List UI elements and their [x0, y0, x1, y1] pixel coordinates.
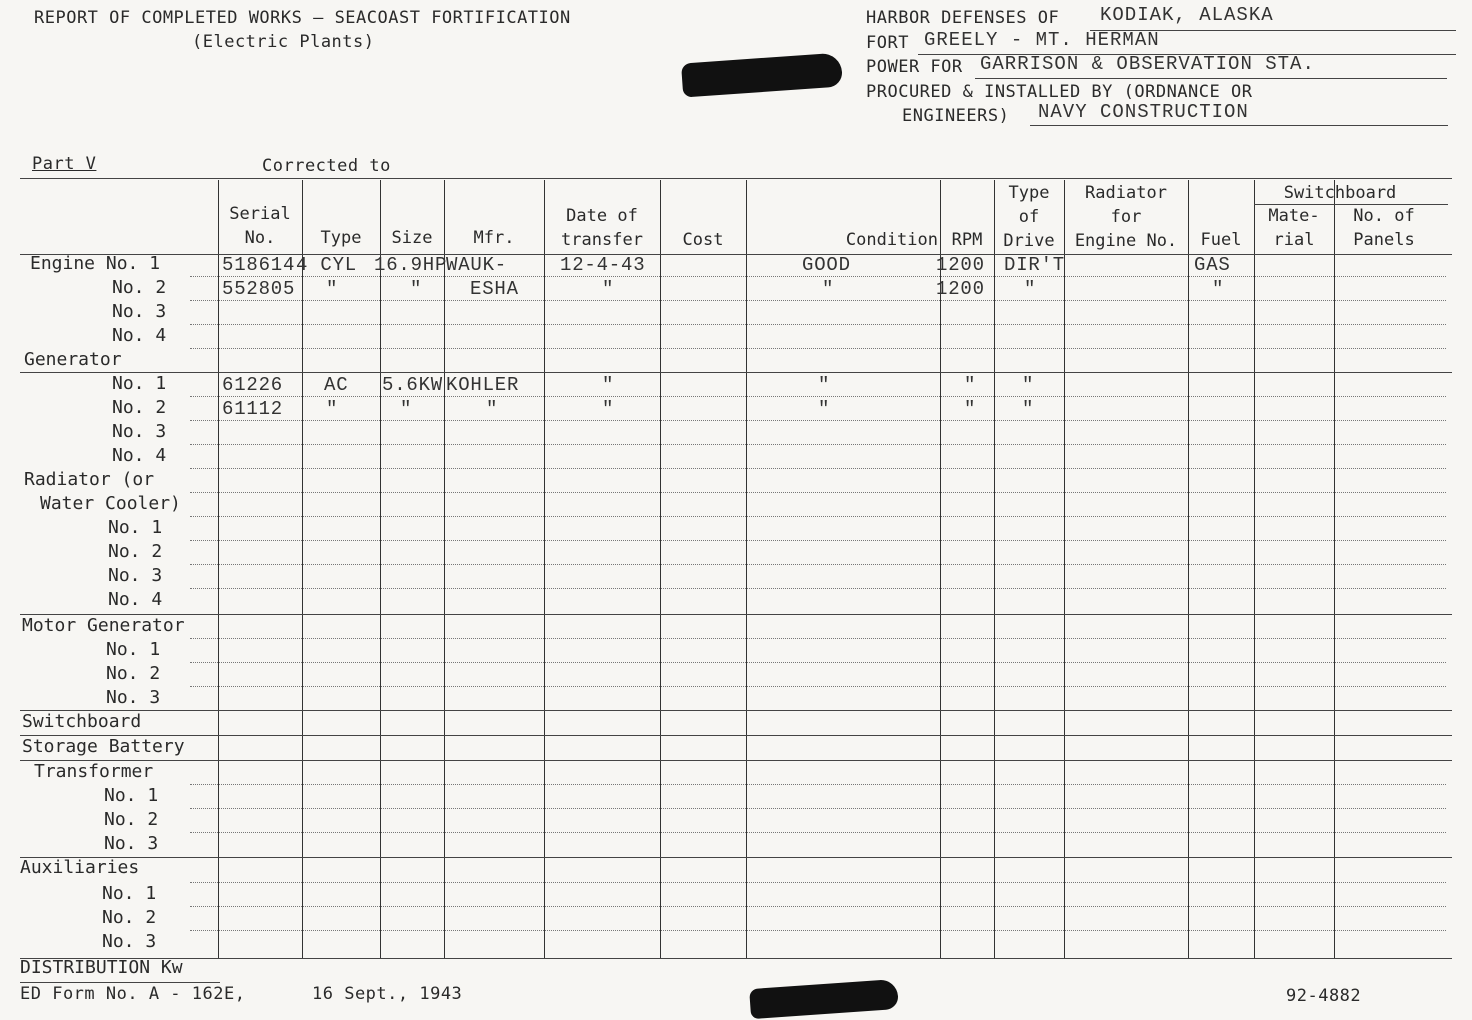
- corrected-label: Corrected to: [262, 156, 391, 176]
- row-label: Engine No. 1: [30, 253, 161, 274]
- col-line-type: [302, 180, 303, 958]
- row-label: No. 3: [102, 931, 157, 952]
- eng1-drive: DIR'T: [1004, 254, 1066, 276]
- gen1-rpm: ": [964, 374, 977, 396]
- report-title: REPORT OF COMPLETED WORKS — SEACOAST FORTIFICATION: [34, 8, 571, 28]
- part-label: Part V: [32, 154, 97, 174]
- row-label: No. 1: [106, 639, 161, 660]
- redaction-mark-top: [681, 52, 843, 97]
- gen2-type: ": [326, 398, 339, 420]
- gen1-condition: ": [818, 374, 831, 396]
- row-label: No. 2: [102, 907, 157, 928]
- col-header-fuel: Fuel: [1200, 230, 1242, 250]
- col-header-serial: Serial No.: [229, 204, 291, 248]
- gen2-condition: ": [818, 398, 831, 420]
- col-header-panels: No. of Panels: [1353, 206, 1415, 250]
- distribution-underline: [20, 982, 220, 983]
- row-label: No. 4: [112, 445, 167, 466]
- col-header-size: Size: [391, 228, 433, 248]
- row-label: No. 1: [102, 883, 157, 904]
- fort-value: GREELY - MT. HERMAN: [924, 29, 1160, 51]
- eng2-fuel: ": [1212, 278, 1225, 300]
- gen2-mfr: ": [486, 398, 499, 420]
- gen1-mfr: KOHLER: [446, 374, 520, 396]
- row-label: No. 4: [108, 589, 163, 610]
- row-label: No. 2: [112, 277, 167, 298]
- fort-label: FORT: [866, 33, 909, 53]
- col-line-drive: [994, 180, 995, 958]
- row-label: No. 3: [106, 687, 161, 708]
- row-label: Radiator (or: [24, 469, 155, 490]
- gen2-serial: 61112: [222, 398, 284, 420]
- col-line-serial: [218, 180, 219, 958]
- document-number: 92-4882: [1286, 986, 1362, 1006]
- row-label: No. 4: [112, 325, 167, 346]
- procured-label-1: PROCURED & INSTALLED BY (ORDNANCE OR: [866, 82, 1253, 102]
- eng2-drive: ": [1024, 278, 1037, 300]
- row-label: Motor Generator: [22, 615, 185, 636]
- col-line-mfr: [444, 180, 445, 958]
- gen1-date: ": [602, 374, 615, 396]
- eng2-condition: ": [822, 278, 835, 300]
- row-label: Auxiliaries: [20, 857, 140, 878]
- power-underline: [975, 78, 1447, 79]
- form-number: ED Form No. A - 162E,: [20, 984, 246, 1004]
- eng2-serial: 552805: [222, 278, 296, 300]
- col-line-condition: [746, 180, 747, 958]
- col-line-panels: [1334, 180, 1335, 958]
- row-label: No. 3: [112, 421, 167, 442]
- table-top-rule: [20, 178, 1452, 179]
- gen1-drive: ": [1022, 374, 1035, 396]
- form-date: 16 Sept., 1943: [312, 984, 463, 1004]
- gen2-size: ": [400, 398, 413, 420]
- eng2-mfr: ESHA: [470, 278, 519, 300]
- eng2-date: ": [602, 278, 615, 300]
- col-line-size: [380, 180, 381, 958]
- col-header-date: Date of transfer: [561, 206, 643, 250]
- row-label: Generator: [24, 349, 122, 370]
- col-line-material: [1254, 180, 1255, 958]
- row-label: No. 1: [112, 373, 167, 394]
- row-label: No. 1: [104, 785, 159, 806]
- gen2-rpm: ": [964, 398, 977, 420]
- col-line-fuel: [1188, 180, 1189, 958]
- col-line-date: [544, 180, 545, 958]
- eng2-rpm: 1200: [936, 278, 985, 300]
- col-header-mfr: Mfr.: [473, 228, 515, 248]
- row-label: Transformer: [34, 761, 154, 782]
- col-line-cost: [660, 180, 661, 958]
- eng1-date: 12-4-43: [560, 254, 646, 276]
- col-line-radiator: [1064, 180, 1065, 958]
- gen2-drive: ": [1022, 398, 1035, 420]
- row-label: No. 3: [112, 301, 167, 322]
- distribution-label: DISTRIBUTION Kw: [20, 957, 183, 978]
- eng1-mfr: WAUK-: [446, 254, 508, 276]
- harbor-value: KODIAK, ALASKA: [1100, 4, 1274, 26]
- col-header-rpm: RPM: [951, 230, 983, 250]
- row-label: Storage Battery: [22, 736, 185, 757]
- eng2-type: ": [326, 278, 339, 300]
- eng2-size: ": [410, 278, 423, 300]
- col-header-material: Mate- rial: [1268, 206, 1320, 250]
- procured-underline: [1030, 125, 1448, 126]
- col-header-switchboard: Switchboard: [1283, 183, 1397, 203]
- gen2-date: ": [602, 398, 615, 420]
- gen1-type: AC: [324, 374, 349, 396]
- eng1-rpm: 1200: [936, 254, 985, 276]
- col-header-type: Type: [320, 228, 362, 248]
- col-header-radiator: Radiator for Engine No.: [1074, 183, 1178, 251]
- row-label: No. 3: [104, 833, 159, 854]
- row-label: No. 2: [108, 541, 163, 562]
- report-subtitle: (Electric Plants): [192, 32, 375, 52]
- gen1-size: 5.6KW: [382, 374, 444, 396]
- eng1-serial: 518614: [222, 254, 296, 276]
- row-label: No. 2: [104, 809, 159, 830]
- eng1-fuel: GAS: [1194, 254, 1231, 276]
- row-label: No. 2: [112, 397, 167, 418]
- eng1-size: 16.9HP: [374, 254, 448, 276]
- gen1-serial: 61226: [222, 374, 284, 396]
- harbor-label: HARBOR DEFENSES OF: [866, 8, 1060, 28]
- col-header-condition: Condition: [845, 230, 938, 250]
- procured-label-2: ENGINEERS): [902, 106, 1010, 126]
- power-label: POWER FOR: [866, 57, 963, 77]
- row-label: No. 1: [108, 517, 163, 538]
- eng1-type: 4 CYL: [296, 254, 358, 276]
- row-label: Water Cooler): [40, 493, 181, 514]
- row-label: No. 3: [108, 565, 163, 586]
- col-header-cost: Cost: [682, 230, 724, 250]
- procured-value: NAVY CONSTRUCTION: [1038, 101, 1249, 123]
- row-label: No. 2: [106, 663, 161, 684]
- eng1-condition: GOOD: [802, 254, 851, 276]
- col-header-drive: Type of Drive: [1003, 183, 1055, 251]
- row-label: Switchboard: [22, 711, 142, 732]
- power-value: GARRISON & OBSERVATION STA.: [980, 53, 1315, 75]
- redaction-mark-bottom: [749, 979, 899, 1019]
